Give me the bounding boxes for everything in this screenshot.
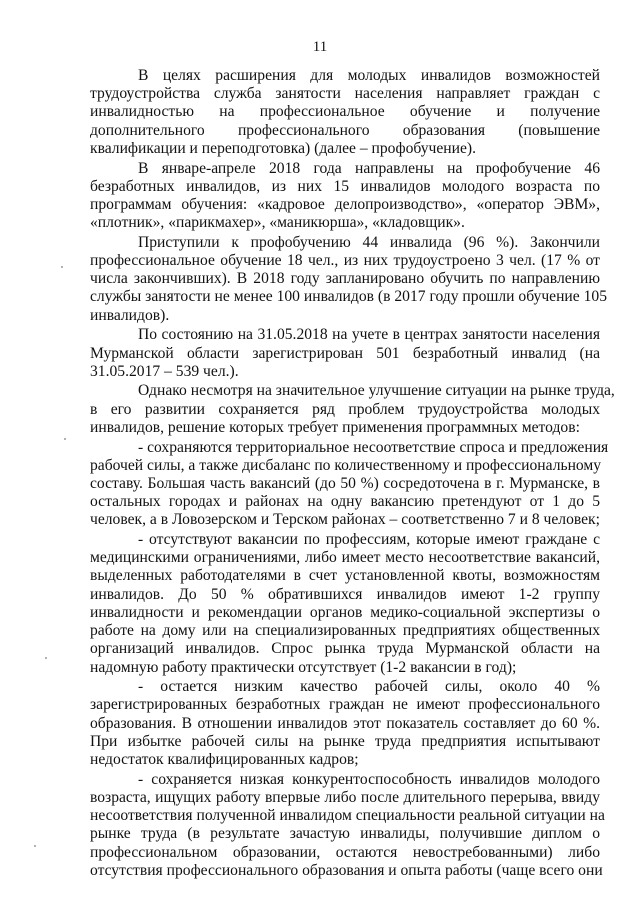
text-line: остальных городах и районах на одну вакансию претендуют от 1 до 5 <box>90 493 600 511</box>
text-line: отсутствия профессионального образования и опыта работы (чаще всего они <box>90 861 603 879</box>
text-line: рабочей силы, а также дисбаланс по количественному и профессиональному <box>90 456 602 474</box>
text-line: недостаток квалифицированных кадров; <box>90 751 359 769</box>
text-line: инвалидов. До 50 % обратившихся инвалидов имеют 1-2 группу <box>90 585 600 603</box>
paragraph <box>90 438 609 530</box>
text-line: инвалидности и рекомендации органов медико-социальной экспертизы о <box>90 603 600 621</box>
scan-speck <box>45 657 47 659</box>
text-line: Мурманской области зарегистрирован 501 безработный инвалид (на <box>90 344 600 362</box>
text-line: При избытке рабочей силы на рынке труда предприятия испытывают <box>90 732 600 750</box>
text-line: надомную работу практически отсутствует (1-2 вакансии в год); <box>90 658 517 676</box>
paragraph <box>90 233 607 325</box>
text-line: «плотник», «парикмахер», «маникюрша», «кладовщик». <box>90 214 465 232</box>
text-line: Однако несмотря на значительное улучшение ситуации на рынке труда, <box>138 382 615 400</box>
text-line: программам обучения: «кадровое делопроизводство», «оператор ЭВМ», <box>90 195 600 213</box>
text-line: зарегистрированных безработных граждан не имеют профессионального <box>90 696 600 714</box>
text-line: инвалидностью на профессиональное обучение и получение <box>90 103 600 121</box>
paragraph <box>90 326 600 381</box>
text-line: 31.05.2017 – 539 чел.). <box>90 362 239 380</box>
paragraph <box>90 160 600 233</box>
paragraph <box>90 67 600 158</box>
paragraph <box>90 678 600 769</box>
text-line: медицинскими ограничениями, либо имеет место несоответствие вакансий, <box>90 549 600 567</box>
text-line: В целях расширения для молодых инвалидов возможностей <box>138 67 600 84</box>
text-line: инвалидов). <box>90 306 170 324</box>
paragraph <box>90 531 600 677</box>
document-body <box>90 67 615 881</box>
text-line: выделенных работодателями в счет установленной квоты, возможностям <box>90 567 600 585</box>
text-line: службы занятости не менее 100 инвалидов (в 2017 году прошли обучение 105 <box>90 288 607 306</box>
paragraph <box>90 382 615 437</box>
scan-speck <box>34 845 36 847</box>
text-line: составу. Большая часть вакансий (до 50 %) сосредоточена в г. Мурманске, в <box>90 474 600 492</box>
scan-speck <box>64 438 66 440</box>
paragraph <box>90 770 605 880</box>
text-line: Приступили к профобучению 44 инвалида (96 %). Закончили <box>138 233 600 251</box>
text-line: - сохраняется низкая конкурентоспособность инвалидов молодого <box>138 770 600 788</box>
text-line: - остается низким качество рабочей силы, около 40 % <box>138 678 600 696</box>
scan-speck <box>61 266 63 268</box>
text-line: инвалидов, решение которых требует применения программных методов: <box>90 418 580 436</box>
text-line: квалификации и переподготовка) (далее – профобучение). <box>90 139 476 157</box>
text-line: организаций инвалидов. Спрос рынка труда Мурманской области на <box>90 640 600 658</box>
text-line: образования. В отношении инвалидов этот показатель составляет до 60 %. <box>90 714 600 732</box>
text-line: - сохраняются территориальное несоответствие спроса и предложения <box>138 438 609 456</box>
text-line: дополнительного профессионального образования (повышение <box>90 121 600 139</box>
text-line: безработных инвалидов, из них 15 инвалидов молодого возраста по <box>90 177 600 195</box>
text-line: - отсутствуют вакансии по профессиям, которые имеют граждане с <box>138 531 600 549</box>
text-line: возраста, ищущих работу впервые либо после длительного перерыва, ввиду <box>90 788 600 806</box>
text-line: профессиональное обучение 18 чел., из них трудоустроено 3 чел. (17 % от <box>90 252 600 270</box>
text-line: По состоянию на 31.05.2018 на учете в центрах занятости населения <box>138 326 600 344</box>
text-line: профессиональном образовании, остаются невостребованными) либо <box>90 843 600 861</box>
text-line: рынке труда (в результате зачастую инвалиды, получившие диплом о <box>90 825 600 843</box>
text-line: в его развитии сохраняется ряд проблем трудоустройства молодых <box>90 400 600 418</box>
text-line: трудоустройства служба занятости населения направляет граждан с <box>90 85 600 103</box>
text-line: числа закончивших). В 2018 году запланировано обучить по направлению <box>90 270 600 288</box>
page-number: 11 <box>312 39 328 55</box>
text-line: несоответствия полученной инвалидом специальности реальной ситуации на <box>90 807 605 825</box>
text-line: работе на дому или на специализированных предприятиях общественных <box>90 622 600 640</box>
text-line: В январе-апреле 2018 года направлены на профобучение 46 <box>138 159 600 177</box>
text-line: человек, а в Ловозерском и Терском районах – соответственно 7 и 8 человек; <box>90 511 600 529</box>
